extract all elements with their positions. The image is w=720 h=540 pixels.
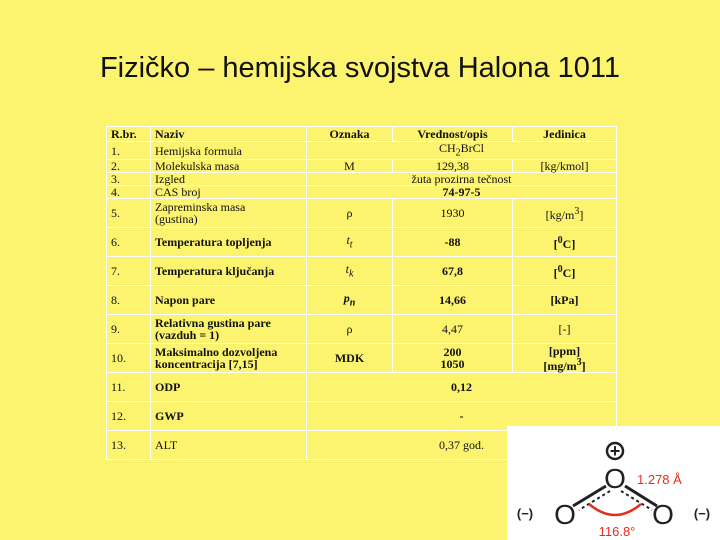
bond-angle-label: 116.8° <box>598 524 636 539</box>
unit-end: C] <box>562 265 576 280</box>
cell-rbr: 9. <box>107 315 151 344</box>
cell-naziv: ALT <box>151 431 307 460</box>
cell-rbr: 2. <box>107 160 151 173</box>
cell-vrednost: 14,66 <box>393 286 513 315</box>
plus-sign: + <box>609 441 621 461</box>
cell-jedinica: [kPa] <box>513 286 617 315</box>
cell-vrednost: -88 <box>393 228 513 257</box>
unit-sup: 3 <box>576 356 582 368</box>
table-row <box>107 173 617 186</box>
cell-naziv: ODP <box>151 373 307 402</box>
cell-naziv <box>151 315 307 344</box>
unit-open: [ <box>553 265 558 280</box>
cell-naziv <box>151 199 307 228</box>
cell-rbr: 13. <box>107 431 151 460</box>
cell-naziv: Molekulska masa <box>151 160 307 173</box>
unit-end: C] <box>562 236 576 251</box>
naziv-line2: (vazduh = 1) <box>155 328 220 343</box>
cell-naziv: Temperatura ključanja <box>151 257 307 286</box>
header-vrednost: Vrednost/opis <box>393 127 513 142</box>
ozone-molecule-diagram <box>507 426 720 540</box>
unit-main: [kg/m <box>545 207 575 222</box>
cell-jedinica <box>513 199 617 228</box>
cell-naziv <box>151 344 307 373</box>
unit-end: ] <box>581 358 586 373</box>
formula-sub: 2 <box>455 147 461 159</box>
symbol-main: t <box>345 261 349 276</box>
unit-sup: 3 <box>574 205 580 217</box>
center-oxygen-atom: O <box>604 463 626 494</box>
cell-naziv: Hemijska formula <box>151 142 307 160</box>
cell-oznaka: M <box>307 160 393 173</box>
cell-naziv: CAS broj <box>151 186 307 199</box>
cell-jedinica <box>513 228 617 257</box>
table-row <box>107 344 617 373</box>
cell-naziv: Temperatura topljenja <box>151 228 307 257</box>
cell-oznaka <box>307 257 393 286</box>
cell-rbr: 7. <box>107 257 151 286</box>
table-row <box>107 286 617 315</box>
cell-opis: žuta prozirna tečnost <box>307 173 617 186</box>
cell-oznaka <box>307 228 393 257</box>
unit-sup: 0 <box>557 263 563 275</box>
left-oxygen-atom: O <box>554 499 576 530</box>
cell-naziv: Napon pare <box>151 286 307 315</box>
unit-sup: 0 <box>557 234 563 246</box>
cell-rbr: 3. <box>107 173 151 186</box>
cell-opis: 0,37 god. <box>307 431 617 460</box>
cell-opis: - <box>307 402 617 431</box>
table-row <box>107 228 617 257</box>
cell-rbr: 12. <box>107 402 151 431</box>
cell-oznaka <box>307 286 393 315</box>
cell-oznaka: ρ <box>307 315 393 344</box>
bond-left <box>573 486 606 506</box>
properties-table <box>106 126 617 460</box>
vrednost-line1: 200 <box>443 345 462 360</box>
table-row <box>107 186 617 199</box>
cell-vrednost: 4,47 <box>393 315 513 344</box>
formula-main: CH <box>438 141 456 155</box>
header-rbr: R.br. <box>107 127 151 142</box>
cell-rbr: 8. <box>107 286 151 315</box>
unit-open: [ <box>553 236 558 251</box>
cell-jedinica <box>513 257 617 286</box>
table-row <box>107 257 617 286</box>
cell-opis: 74-97-5 <box>307 186 617 199</box>
cell-rbr: 6. <box>107 228 151 257</box>
header-oznaka: Oznaka <box>307 127 393 142</box>
symbol-main: p <box>343 290 350 305</box>
naziv-line1: Relativna gustina pare <box>155 316 271 331</box>
bond-length-label: 1.278 Å <box>637 472 682 487</box>
unit-main: [mg/m <box>543 358 577 373</box>
symbol-sub: n <box>349 297 356 309</box>
table-row <box>107 315 617 344</box>
table-row <box>107 160 617 173</box>
cell-opis: 0,12 <box>307 373 617 402</box>
cell-rbr: 1. <box>107 142 151 160</box>
unit-line1: [ppm] <box>548 343 581 358</box>
naziv-line1: Zapreminska masa <box>155 200 246 215</box>
cell-vrednost: 129,38 <box>393 160 513 173</box>
header-naziv: Naziv <box>151 127 307 142</box>
table-row <box>107 199 617 228</box>
naziv-line1: Maksimalno dozvoljena <box>155 345 278 360</box>
cell-jedinica: [kg/kmol] <box>513 160 617 173</box>
slide-title: Fizičko – hemijska svojstva Halona 1011 <box>99 52 621 84</box>
naziv-line2: koncentracija [7,15] <box>155 357 258 372</box>
cell-jedinica: [-] <box>513 315 617 344</box>
table-row <box>107 373 617 402</box>
symbol-sub: t <box>349 239 353 251</box>
symbol-main: t <box>346 232 350 247</box>
symbol-sub: k <box>348 268 354 280</box>
cell-vrednost: 67,8 <box>393 257 513 286</box>
cell-formula <box>307 142 617 160</box>
left-charge: (−) <box>516 506 534 521</box>
naziv-line2: (gustina) <box>155 212 198 227</box>
cell-rbr: 11. <box>107 373 151 402</box>
table-header-row <box>107 127 617 142</box>
cell-naziv: GWP <box>151 402 307 431</box>
formula-rest: BrCl <box>460 141 484 155</box>
right-oxygen-atom: O <box>652 499 674 530</box>
unit-end: ] <box>579 207 584 222</box>
table-row <box>107 142 617 160</box>
cell-vrednost: 1930 <box>393 199 513 228</box>
header-jedinica: Jedinica <box>513 127 617 142</box>
vrednost-line2: 1050 <box>440 357 465 372</box>
bond-angle-arc <box>589 504 641 515</box>
cell-rbr: 10. <box>107 344 151 373</box>
cell-oznaka: ρ <box>307 199 393 228</box>
cell-rbr: 4. <box>107 186 151 199</box>
cell-oznaka: MDK <box>307 344 393 373</box>
cell-jedinica <box>513 344 617 373</box>
cell-rbr: 5. <box>107 199 151 228</box>
cell-vrednost <box>393 344 513 373</box>
right-charge: (−) <box>693 506 711 521</box>
cell-naziv: Izgled <box>151 173 307 186</box>
